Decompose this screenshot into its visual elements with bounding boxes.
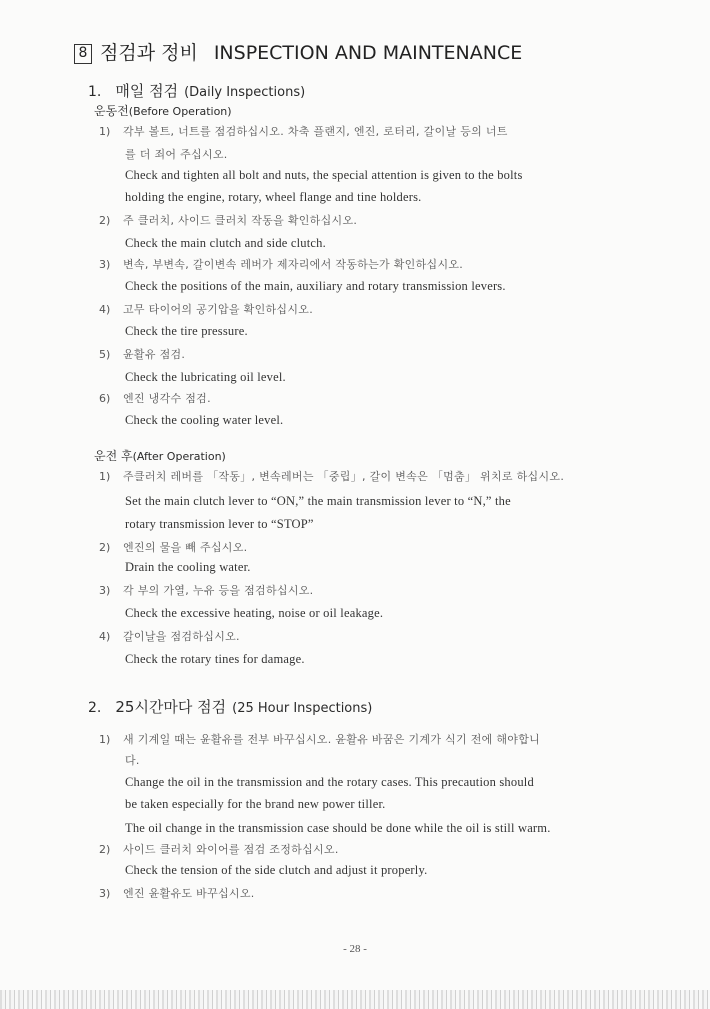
item-text-ko: 엔진의 물을 빼 주십시오. [123,541,248,554]
section-title-ko: 25시간마다 점검 [115,698,227,716]
section-25hour-heading [88,696,372,717]
section-title-ko: 매일 점검 [115,82,179,100]
item-marker: 5) [99,348,111,361]
item-text-en: Change the oil in the transmission and the rotary cases. This precaution should [125,775,534,789]
item-text-en: Check the excessive heating, noise or oil leakage. [125,606,384,620]
item-marker: 2) [99,214,111,227]
item-marker: 4) [99,630,111,643]
chapter-heading [74,38,694,65]
item-text-ko: 윤활유 점검. [123,348,186,361]
item-text-en-cont: be taken especially for the brand new power tiller. [125,797,386,811]
item-marker: 1) [99,733,111,746]
subheading-after-operation [94,447,226,464]
item-marker: 1) [99,125,111,138]
item-marker: 3) [99,584,111,597]
item-marker: 6) [99,392,111,405]
chapter-number-box: 8 [74,44,92,64]
item-text-en: Set the main clutch lever to “ON,” the main transmission lever to “N,” the [125,494,511,508]
item-marker: 4) [99,303,111,316]
item-text-ko: 새 기계일 때는 윤활유를 전부 바꾸십시오. 윤활유 바꿈은 기계가 식기 전에 해야합니 [123,733,541,746]
section-number: 2. [88,700,102,716]
item-text-ko: 주 클러치, 사이드 클러치 작동을 확인하십시오. [123,214,358,227]
item-text-en-cont: holding the engine, rotary, wheel flange and tine holders. [125,190,422,204]
item-text-ko: 사이드 클러치 와이어를 점검 조정하십시오. [123,843,339,856]
item-text-en: Check the cooling water level. [125,413,284,427]
chapter-title-ko: 점검과 정비 [100,42,198,64]
subheading-en: (After Operation) [132,450,226,463]
item-text-en: Check the positions of the main, auxiliary and rotary transmission levers. [125,279,506,293]
scan-edge-artifact [0,990,710,1009]
subheading-ko: 운동전 [94,104,129,118]
item-text-ko-cont: 를 더 죄어 주십시오. [125,148,228,161]
item-text-ko: 변속, 부변속, 갈이변속 레버가 제자리에서 작동하는가 확인하십시오. [123,258,464,271]
item-text-en: Check the rotary tines for damage. [125,652,305,666]
item-marker: 3) [99,258,111,271]
item-text-en: Check the tire pressure. [125,324,248,338]
item-text-en-cont: rotary transmission lever to “STOP” [125,517,314,531]
item-text-en: Check and tighten all bolt and nuts, the special attention is given to the bolts [125,168,523,182]
item-text-ko: 갈이날을 점검하십시오. [123,630,240,643]
item-text-en: Check the tension of the side clutch and adjust it properly. [125,863,428,877]
subheading-en: (Before Operation) [128,105,232,118]
section-title-en: (25 Hour Inspections) [232,701,373,716]
item-text-ko: 각부 볼트, 너트를 점검하십시오. 차축 플랜지, 엔진, 로터리, 갈이날 등의 너트 [123,125,508,138]
item-text-ko-cont: 다. [125,754,140,767]
item-text-ko: 엔진 냉각수 점검. [123,392,211,405]
item-marker: 2) [99,541,111,554]
page-number: - 28 - [343,943,367,955]
item-marker: 3) [99,887,111,900]
item-marker: 2) [99,843,111,856]
subheading-before-operation [94,102,232,119]
item-text-ko: 각 부의 가열, 누유 등을 점검하십시오. [123,584,314,597]
subheading-ko: 운전 후 [94,449,133,463]
item-text-en: Drain the cooling water. [125,560,251,574]
item-text-en-cont: The oil change in the transmission case should be done while the oil is still warm. [125,821,551,835]
section-daily-heading [88,80,305,101]
item-text-ko: 고무 타이어의 공기압을 확인하십시오. [123,303,314,316]
item-text-en: Check the main clutch and side clutch. [125,236,326,250]
section-title-en: (Daily Inspections) [184,85,306,100]
chapter-title-en: INSPECTION AND MAINTENANCE [213,42,523,64]
item-text-ko: 엔진 윤활유도 바꾸십시오. [123,887,255,900]
section-number: 1. [88,84,102,100]
item-text-ko: 주클러치 레버를 「작동」, 변속레버는 「중립」, 갈이 변속은 「멈춤」 위치로 하십시오. [123,470,565,483]
item-text-en: Check the lubricating oil level. [125,370,286,384]
item-marker: 1) [99,470,111,483]
